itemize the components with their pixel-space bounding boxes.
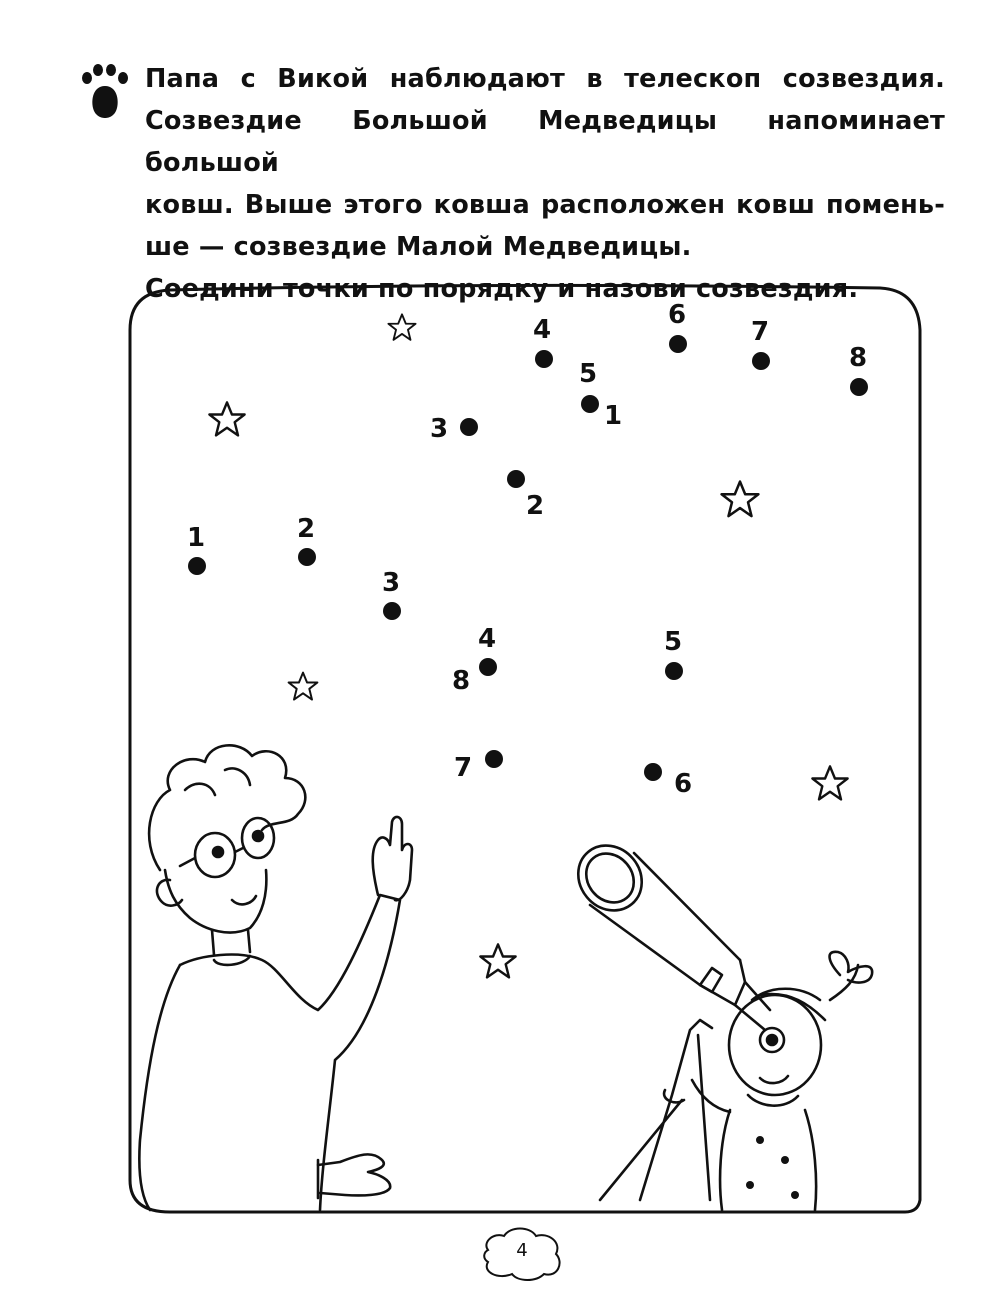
little-dipper-constellation: [430, 300, 868, 521]
instruction-line-3: ковш. Выше этого ковша расположен ковш помень-: [145, 190, 945, 220]
dot-label-big-2: 2: [297, 514, 316, 544]
dot-little-2: [507, 470, 525, 488]
dot-little-1: [581, 395, 599, 413]
dot-label-little-7: 7: [751, 317, 770, 347]
dot-big-2: [298, 548, 316, 566]
star-icon: [209, 402, 244, 435]
dot-little-4: [535, 350, 553, 368]
vika-illustration: [692, 952, 872, 1210]
dot-little-7: [752, 352, 770, 370]
dot-label-little-4: 4: [533, 315, 552, 345]
dot-label-big-8: 8: [452, 666, 471, 696]
dot-label-little-3: 3: [430, 414, 449, 444]
big-dipper-constellation: [187, 514, 692, 799]
page-number-badge: [478, 1222, 568, 1286]
dot-label-big-3: 3: [382, 568, 401, 598]
star-icon: [289, 673, 318, 700]
picture-frame: [130, 285, 920, 1212]
dot-big-4: [479, 658, 497, 676]
telescope-illustration: [565, 833, 770, 1200]
dot-little-6: [669, 335, 687, 353]
dot-label-big-7: 7: [454, 753, 473, 783]
star-icon: [722, 482, 759, 516]
dot-big-7: [485, 750, 503, 768]
star-icon: [812, 766, 847, 799]
dot-label-big-1: 1: [187, 523, 206, 553]
star-icon: [388, 314, 415, 340]
dot-label-little-2: 2: [526, 491, 545, 521]
dot-little-3: [460, 418, 478, 436]
dot-label-little-1: 1: [604, 401, 623, 431]
instruction-line-5: Соедини точки по порядку и назови созвездия.: [145, 274, 859, 304]
dad-illustration: [139, 745, 412, 1210]
dot-label-big-4: 4: [478, 624, 497, 654]
dot-big-3: [383, 602, 401, 620]
dot-label-big-5: 5: [664, 627, 683, 657]
dot-little-8: [850, 378, 868, 396]
dot-label-big-6: 6: [674, 769, 693, 799]
instruction-line-2: Созвездие Большой Медведицы напоминает большой: [145, 106, 945, 178]
dot-big-6: [644, 763, 662, 781]
dot-label-little-6: 6: [668, 300, 687, 330]
dot-big-5: [665, 662, 683, 680]
dot-label-little-5: 5: [579, 359, 598, 389]
instruction-line-1: Папа с Викой наблюдают в телескоп созвездия.: [145, 64, 945, 94]
instruction-line-4: ше — созвездие Малой Медведицы.: [145, 232, 692, 262]
star-icon: [480, 944, 515, 977]
dot-big-1: [188, 557, 206, 575]
page-number: 4: [516, 1240, 528, 1261]
dot-label-little-8: 8: [849, 343, 868, 373]
